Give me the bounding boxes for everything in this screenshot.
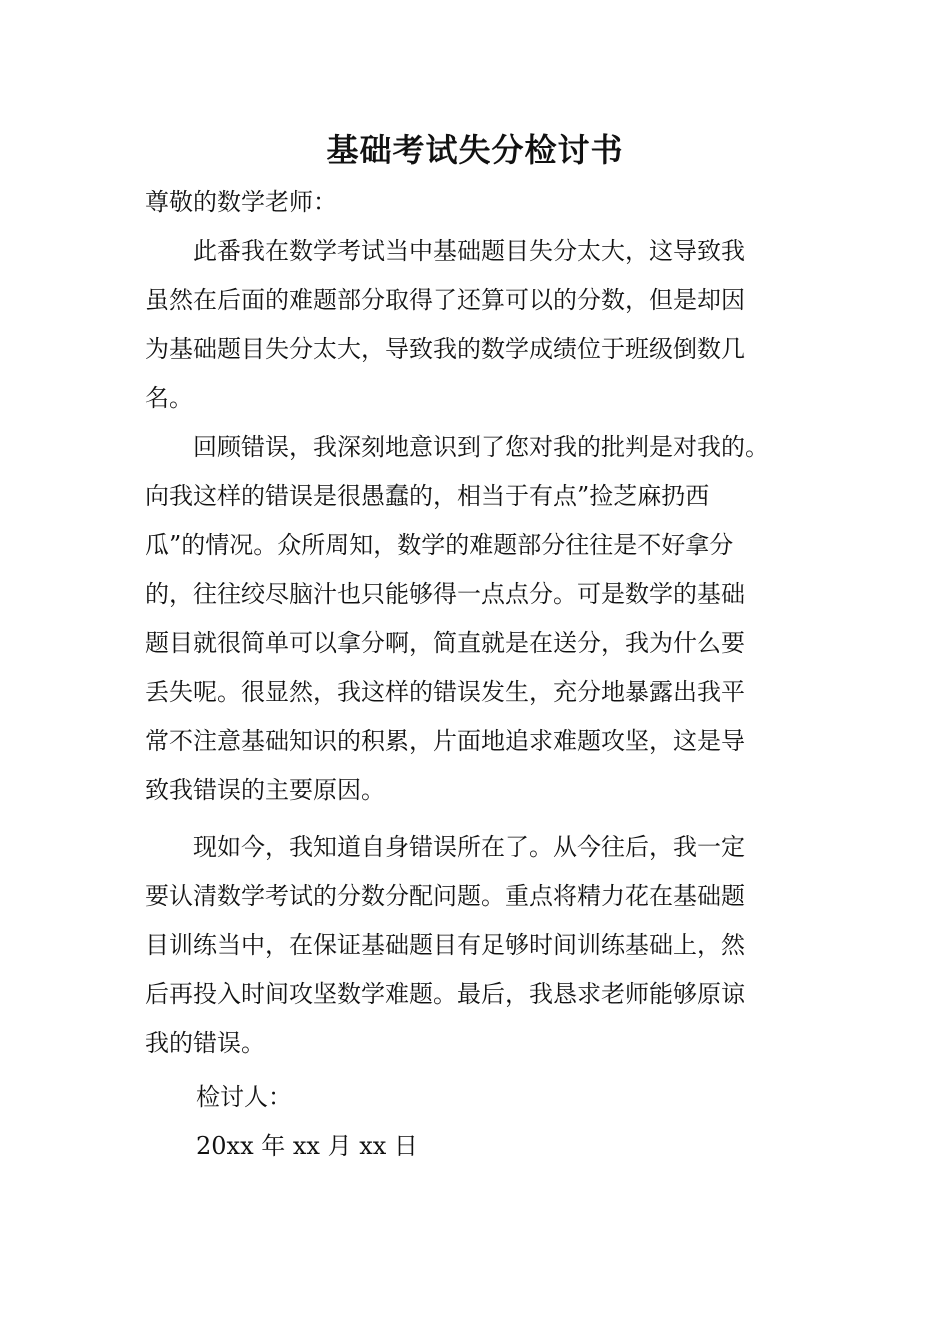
paragraph-line: 要认清数学考试的分数分配问题。重点将精力花在基础题 — [145, 882, 745, 910]
paragraph-line: 回顾错误，我深刻地意识到了您对我的批判是对我的。 — [145, 433, 769, 461]
document-title: 基础考试失分检讨书 — [326, 131, 624, 169]
paragraph-line: 名。 — [145, 384, 193, 412]
paragraph-3 — [145, 823, 825, 1068]
paragraph-line: 题目就很简单可以拿分啊，简直就是在送分，我为什么要 — [145, 629, 745, 657]
paragraph-line: 丢失呢。很显然，我这样的错误发生，充分地暴露出我平 — [145, 678, 745, 706]
signature-label: 检讨人： — [196, 1083, 292, 1111]
paragraph-line: 致我错误的主要原因。 — [145, 776, 385, 804]
paragraph-line: 虽然在后面的难题部分取得了还算可以的分数，但是却因 — [145, 286, 745, 314]
paragraph-line: 瓜”的情况。众所周知，数学的难题部分往往是不好拿分 — [145, 531, 734, 559]
salutation: 尊敬的数学老师： — [145, 188, 337, 216]
paragraph-1 — [145, 227, 825, 423]
paragraph-2 — [145, 423, 825, 815]
paragraph-line: 后再投入时间攻坚数学难题。最后，我恳求老师能够原谅 — [145, 980, 745, 1008]
paragraph-line: 我的错误。 — [145, 1029, 265, 1057]
date-line: 20xx 年 xx 月 xx 日 — [196, 1132, 418, 1160]
paragraph-line: 现如今，我知道自身错误所在了。从今往后，我一定 — [145, 833, 745, 861]
paragraph-line: 向我这样的错误是很愚蠢的，相当于有点”捡芝麻扔西 — [145, 482, 710, 510]
paragraph-line: 的，往往绞尽脑汁也只能够得一点点分。可是数学的基础 — [145, 580, 745, 608]
paragraph-line: 目训练当中，在保证基础题目有足够时间训练基础上，然 — [145, 931, 745, 959]
paragraph-line: 此番我在数学考试当中基础题目失分太大，这导致我 — [145, 237, 745, 265]
paragraph-line: 常不注意基础知识的积累，片面地追求难题攻坚，这是导 — [145, 727, 745, 755]
paragraph-line: 为基础题目失分太大，导致我的数学成绩位于班级倒数几 — [145, 335, 745, 363]
